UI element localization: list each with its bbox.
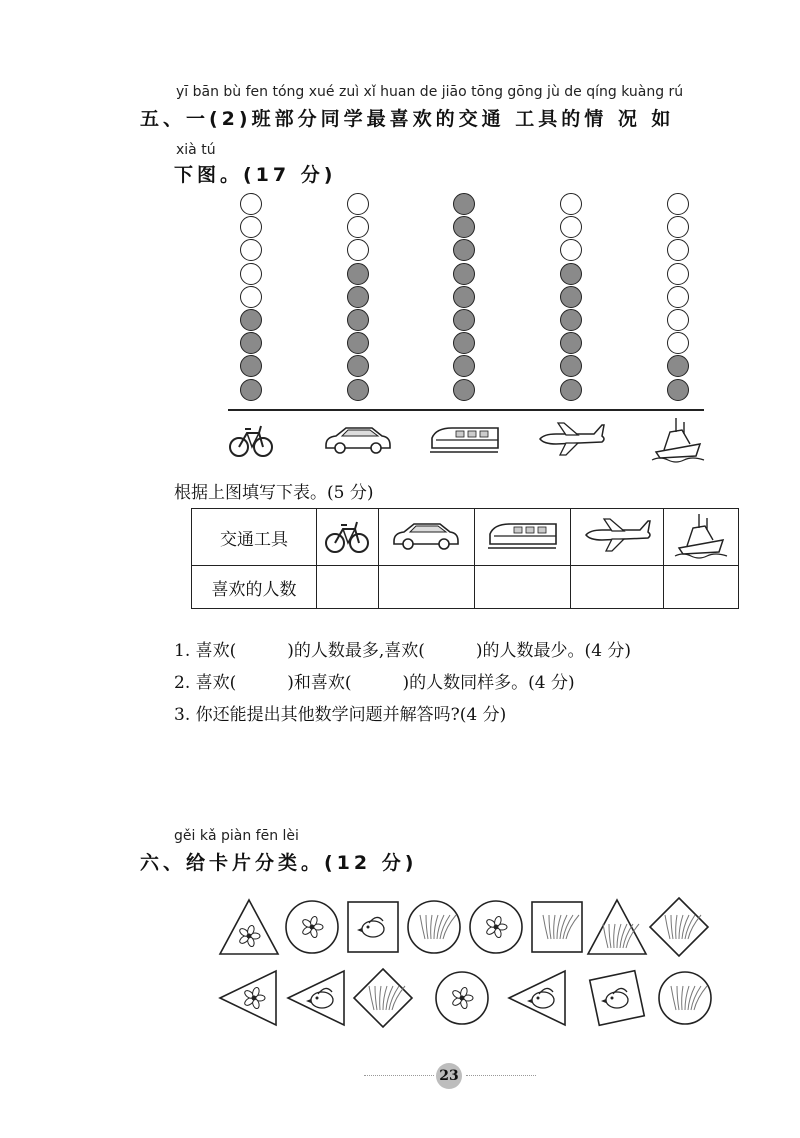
page-footer-line-right [466, 1075, 536, 1076]
section5-pinyin-line1: yī bān bù fen tóng xué zuì xǐ huan de jiāo tōng gōng jù de qíng kuàng rú [176, 84, 684, 100]
card-square-bird[interactable] [342, 896, 404, 958]
bead-empty [667, 216, 689, 238]
train-icon [486, 518, 558, 552]
card-triangle-up-grass[interactable] [586, 896, 648, 958]
bead-filled [453, 309, 475, 331]
table-cell-ship [664, 509, 739, 566]
section6-title: 六、给卡片分类。(12 分) [140, 852, 418, 874]
bead-filled [453, 263, 475, 285]
bead-empty [560, 193, 582, 215]
bead-column-bicycle [238, 193, 264, 402]
bead-empty [347, 239, 369, 261]
chart-baseline [228, 409, 704, 411]
card-circle-grass[interactable] [654, 967, 716, 1029]
ship-icon [673, 510, 729, 560]
card-square-rotated-bird[interactable] [586, 967, 648, 1029]
card-circle-flower[interactable] [431, 967, 493, 1029]
card-triangle-up-flower[interactable] [218, 896, 280, 958]
card-triangle-left-flower[interactable] [218, 967, 280, 1029]
bead-empty [667, 263, 689, 285]
card-circle-grass[interactable] [403, 896, 465, 958]
question-3: 3. 你还能提出其他数学问题并解答吗?(4 分) [174, 705, 507, 725]
bead-filled [560, 309, 582, 331]
table-answer-cell[interactable] [570, 566, 663, 609]
airplane-icon [533, 414, 609, 464]
table-cell-car [378, 509, 474, 566]
bead-filled [667, 379, 689, 401]
bead-column-train [451, 193, 477, 402]
table-cell-airplane [570, 509, 663, 566]
section5-title-line1: 五、一(2)班部分同学最喜欢的交通 工具的情 况 如 [140, 108, 675, 130]
bead-filled [667, 355, 689, 377]
bead-filled [453, 193, 475, 215]
car-icon [320, 414, 396, 464]
question-1: 1. 喜欢( )的人数最多,喜欢( )的人数最少。(4 分) [174, 641, 632, 661]
card-diamond-grass[interactable] [352, 967, 414, 1029]
bead-empty [560, 216, 582, 238]
bead-empty [240, 263, 262, 285]
bead-empty [347, 193, 369, 215]
card-triangle-left-bird[interactable] [286, 967, 348, 1029]
bead-filled [453, 332, 475, 354]
bead-filled [453, 286, 475, 308]
bead-filled [347, 379, 369, 401]
bead-filled [560, 286, 582, 308]
car-icon [390, 517, 462, 553]
bicycle-icon [324, 515, 370, 555]
bead-empty [667, 239, 689, 261]
card-diamond-grass[interactable] [648, 896, 710, 958]
bead-filled [347, 263, 369, 285]
bead-column-airplane [558, 193, 584, 402]
airplane-icon [582, 517, 652, 553]
bead-empty [667, 332, 689, 354]
bead-empty [560, 239, 582, 261]
bead-empty [667, 286, 689, 308]
card-circle-flower[interactable] [465, 896, 527, 958]
bead-empty [347, 216, 369, 238]
bead-filled [347, 332, 369, 354]
card-circle-flower[interactable] [281, 896, 343, 958]
bead-filled [240, 355, 262, 377]
table-answer-cell[interactable] [474, 566, 570, 609]
card-triangle-left-bird[interactable] [507, 967, 569, 1029]
bead-empty [667, 193, 689, 215]
page-footer-line-left [364, 1075, 434, 1076]
section5-pinyin-line2: xià tú [176, 142, 216, 158]
bead-filled [453, 379, 475, 401]
bead-filled [453, 355, 475, 377]
bead-filled [240, 379, 262, 401]
bead-filled [453, 239, 475, 261]
bead-filled [560, 355, 582, 377]
table-answer-cell[interactable] [317, 566, 379, 609]
bead-filled [453, 216, 475, 238]
bead-filled [560, 332, 582, 354]
bead-filled [240, 332, 262, 354]
bead-filled [347, 355, 369, 377]
bead-filled [240, 309, 262, 331]
table-cell-train [474, 509, 570, 566]
ship-icon [640, 414, 716, 464]
bead-filled [347, 309, 369, 331]
table-cell-bicycle [317, 509, 379, 566]
bead-empty [667, 309, 689, 331]
table-answer-cell[interactable] [664, 566, 739, 609]
page-number: 23 [436, 1063, 462, 1089]
section6-pinyin: gěi kǎ piàn fēn lèi [174, 828, 299, 844]
train-icon [426, 414, 502, 464]
question-2: 2. 喜欢( )和喜欢( )的人数同样多。(4 分) [174, 673, 575, 693]
table-answer-cell[interactable] [378, 566, 474, 609]
table-header-vehicle: 交通工具 [192, 509, 317, 566]
bead-empty [240, 239, 262, 261]
card-square-grass[interactable] [526, 896, 588, 958]
bead-filled [560, 263, 582, 285]
bead-filled [347, 286, 369, 308]
bead-empty [240, 286, 262, 308]
section5-title-line2: 下图。(17 分) [174, 164, 337, 186]
bicycle-icon [213, 414, 289, 464]
bead-filled [560, 379, 582, 401]
vehicle-count-table [191, 508, 739, 609]
bead-empty [240, 193, 262, 215]
bead-column-ship [665, 193, 691, 402]
bead-empty [240, 216, 262, 238]
table-instruction: 根据上图填写下表。(5 分) [174, 483, 374, 503]
table-header-count: 喜欢的人数 [192, 566, 317, 609]
bead-column-car [345, 193, 371, 402]
